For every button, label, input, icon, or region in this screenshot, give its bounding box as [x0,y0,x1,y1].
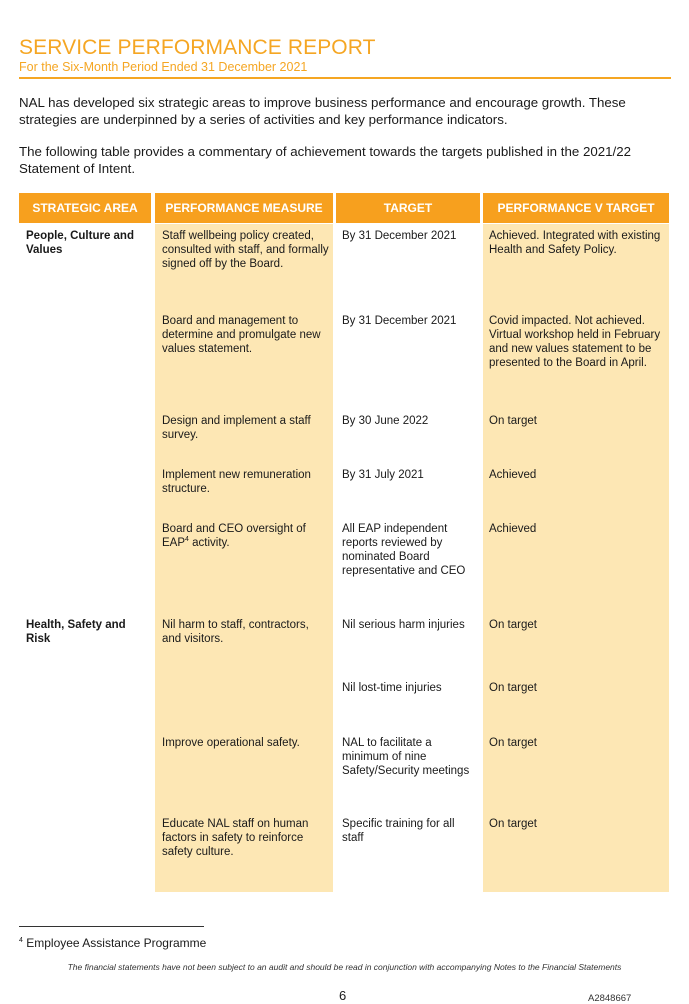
row-2-result: Covid impacted. Not achieved. Virtual workshop held in February and new values statement to be presented to the Board in April. [489,315,661,369]
row-8-result: On target [489,737,537,749]
row-5-target: All EAP independent reports reviewed by nominated Board representative and CEO [342,523,466,577]
audit-disclaimer: The financial statements have not been subject to an audit and should be read in conjunction with accompanying Notes to the Financial Statements [67,962,622,972]
row-9-measure: Educate NAL staff on human factors in safety to reinforce safety culture. [162,818,309,858]
intro-paragraph-1: NAL has developed six strategic areas to improve business performance and encourage growth. These strategies are underpinned by a series of activities and key performance indicators. [19,95,626,127]
row-6-result: On target [489,619,537,631]
row-1-measure: Staff wellbeing policy created, consulted with staff, and formally signed off by the Board. [162,230,329,270]
header-strategic-area: STRATEGIC AREA [19,193,151,223]
row-2-measure: Board and management to determine and promulgate new values statement. [162,315,321,355]
footnote-reference: 4 [185,536,189,544]
row-1-result: Achieved. Integrated with existing Health and Safety Policy. [489,230,661,256]
row-3-target: By 30 June 2022 [342,415,429,427]
row-8-measure: Improve operational safety. [162,737,300,749]
intro-paragraph-2: The following table provides a commentary of achievement towards the targets published in the 2021/22 Statement of Intent. [19,144,632,176]
row-6-target: Nil serious harm injuries [342,619,465,631]
header-performance-measure: PERFORMANCE MEASURE [155,193,333,223]
row-7-target: Nil lost-time injuries [342,682,442,694]
strategic-area-health: Health, Safety and Risk [26,619,126,645]
row-2-target: By 31 December 2021 [342,315,457,327]
footnote-marker: 4 [19,937,23,944]
footnote-divider [19,926,204,927]
footnote-text: Employee Assistance Programme [22,936,207,950]
row-9-target: Specific training for all staff [342,818,455,844]
row-9-result: On target [489,818,537,830]
header-target: TARGET [336,193,480,223]
row-3-measure: Design and implement a staff survey. [162,415,311,441]
row-6-measure: Nil harm to staff, contractors, and visitors. [162,619,309,645]
row-4-result: Achieved [489,469,537,481]
report-title: SERVICE PERFORMANCE REPORT [19,36,376,59]
row-3-result: On target [489,415,537,427]
row-1-target: By 31 December 2021 [342,230,457,242]
row-4-target: By 31 July 2021 [342,469,424,481]
document-reference: A2848667 [588,993,632,1004]
report-subtitle: For the Six-Month Period Ended 31 December 2021 [19,60,308,74]
title-divider [19,77,671,79]
strategic-area-people: People, Culture and Values [26,230,134,256]
page-number: 6 [339,988,347,1003]
footnote [19,936,206,950]
row-5-measure [162,522,330,550]
row-4-measure: Implement new remuneration structure. [162,469,311,495]
header-performance-v-target: PERFORMANCE V TARGET [483,193,669,223]
row-5-result: Achieved [489,523,537,535]
row-8-target: NAL to facilitate a minimum of nine Safety/Security meetings [342,737,470,777]
row-5-measure-text-end: activity. [188,537,230,549]
row-7-result: On target [489,682,537,694]
row-5-measure-text: Board and CEO oversight of EAP [162,523,306,549]
